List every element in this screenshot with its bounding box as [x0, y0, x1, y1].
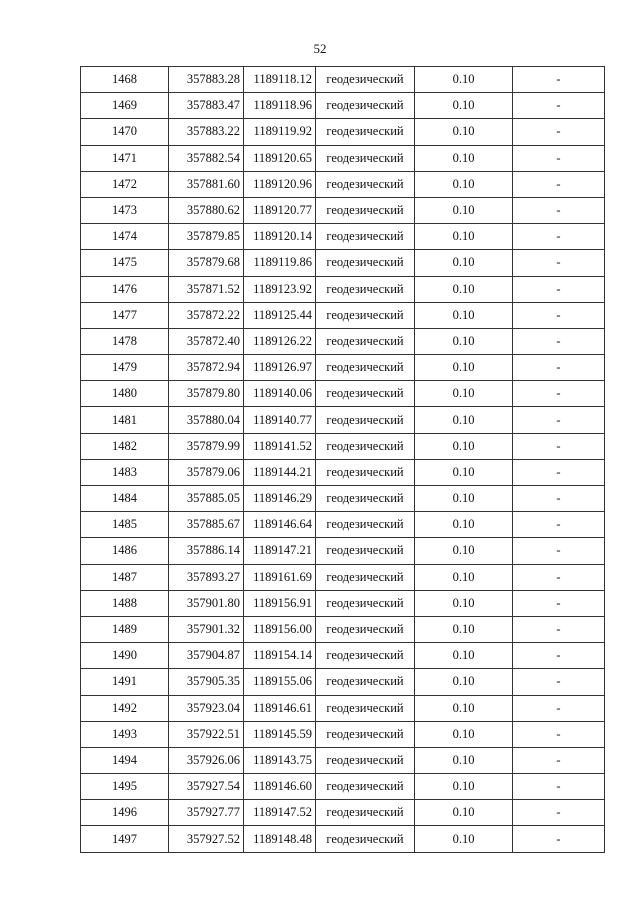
note-cell: - — [513, 250, 605, 276]
x-coordinate-cell: 357881.60 — [169, 171, 244, 197]
x-coordinate-cell: 357872.94 — [169, 355, 244, 381]
y-coordinate-cell: 1189143.75 — [244, 747, 316, 773]
x-coordinate-cell: 357872.40 — [169, 328, 244, 354]
note-cell: - — [513, 197, 605, 223]
table-row — [81, 512, 605, 538]
table-row — [81, 721, 605, 747]
x-coordinate-cell: 357883.28 — [169, 67, 244, 93]
note-cell: - — [513, 433, 605, 459]
point-number-cell: 1493 — [81, 721, 169, 747]
note-cell: - — [513, 512, 605, 538]
x-coordinate-cell: 357886.14 — [169, 538, 244, 564]
point-number-cell: 1487 — [81, 564, 169, 590]
point-number-cell: 1495 — [81, 774, 169, 800]
x-coordinate-cell: 357923.04 — [169, 695, 244, 721]
y-coordinate-cell: 1189146.29 — [244, 486, 316, 512]
x-coordinate-cell: 357893.27 — [169, 564, 244, 590]
method-cell: геодезический — [316, 224, 415, 250]
y-coordinate-cell: 1189147.52 — [244, 800, 316, 826]
y-coordinate-cell: 1189144.21 — [244, 459, 316, 485]
point-number-cell: 1469 — [81, 93, 169, 119]
table-row — [81, 250, 605, 276]
method-cell: геодезический — [316, 695, 415, 721]
table-row — [81, 145, 605, 171]
accuracy-cell: 0.10 — [415, 590, 513, 616]
note-cell: - — [513, 826, 605, 852]
note-cell: - — [513, 171, 605, 197]
method-cell: геодезический — [316, 512, 415, 538]
table-row — [81, 433, 605, 459]
note-cell: - — [513, 328, 605, 354]
x-coordinate-cell: 357927.52 — [169, 826, 244, 852]
table-row — [81, 224, 605, 250]
x-coordinate-cell: 357901.80 — [169, 590, 244, 616]
table-row — [81, 459, 605, 485]
note-cell: - — [513, 721, 605, 747]
accuracy-cell: 0.10 — [415, 512, 513, 538]
page-number: 52 — [313, 41, 327, 56]
method-cell: геодезический — [316, 747, 415, 773]
note-cell: - — [513, 145, 605, 171]
method-cell: геодезический — [316, 669, 415, 695]
y-coordinate-cell: 1189120.14 — [244, 224, 316, 250]
note-cell: - — [513, 224, 605, 250]
note-cell: - — [513, 276, 605, 302]
method-cell: геодезический — [316, 826, 415, 852]
x-coordinate-cell: 357872.22 — [169, 302, 244, 328]
accuracy-cell: 0.10 — [415, 197, 513, 223]
table-row — [81, 171, 605, 197]
point-number-cell: 1491 — [81, 669, 169, 695]
table-row — [81, 407, 605, 433]
y-coordinate-cell: 1189146.61 — [244, 695, 316, 721]
y-coordinate-cell: 1189140.77 — [244, 407, 316, 433]
accuracy-cell: 0.10 — [415, 276, 513, 302]
accuracy-cell: 0.10 — [415, 93, 513, 119]
accuracy-cell: 0.10 — [415, 381, 513, 407]
point-number-cell: 1489 — [81, 616, 169, 642]
y-coordinate-cell: 1189120.77 — [244, 197, 316, 223]
table-row — [81, 616, 605, 642]
point-number-cell: 1484 — [81, 486, 169, 512]
y-coordinate-cell: 1189147.21 — [244, 538, 316, 564]
point-number-cell: 1485 — [81, 512, 169, 538]
note-cell: - — [513, 302, 605, 328]
y-coordinate-cell: 1189155.06 — [244, 669, 316, 695]
point-number-cell: 1480 — [81, 381, 169, 407]
method-cell: геодезический — [316, 119, 415, 145]
note-cell: - — [513, 93, 605, 119]
accuracy-cell: 0.10 — [415, 616, 513, 642]
y-coordinate-cell: 1189126.22 — [244, 328, 316, 354]
accuracy-cell: 0.10 — [415, 695, 513, 721]
x-coordinate-cell: 357880.62 — [169, 197, 244, 223]
accuracy-cell: 0.10 — [415, 433, 513, 459]
method-cell: геодезический — [316, 407, 415, 433]
note-cell: - — [513, 538, 605, 564]
point-number-cell: 1475 — [81, 250, 169, 276]
method-cell: геодезический — [316, 171, 415, 197]
method-cell: геодезический — [316, 486, 415, 512]
x-coordinate-cell: 357927.77 — [169, 800, 244, 826]
y-coordinate-cell: 1189156.00 — [244, 616, 316, 642]
method-cell: геодезический — [316, 355, 415, 381]
table-row — [81, 747, 605, 773]
method-cell: геодезический — [316, 590, 415, 616]
accuracy-cell: 0.10 — [415, 224, 513, 250]
x-coordinate-cell: 357904.87 — [169, 643, 244, 669]
x-coordinate-cell: 357879.06 — [169, 459, 244, 485]
note-cell: - — [513, 669, 605, 695]
point-number-cell: 1468 — [81, 67, 169, 93]
note-cell: - — [513, 119, 605, 145]
method-cell: геодезический — [316, 433, 415, 459]
note-cell: - — [513, 486, 605, 512]
point-number-cell: 1479 — [81, 355, 169, 381]
x-coordinate-cell: 357879.85 — [169, 224, 244, 250]
note-cell: - — [513, 774, 605, 800]
accuracy-cell: 0.10 — [415, 747, 513, 773]
note-cell: - — [513, 407, 605, 433]
x-coordinate-cell: 357879.80 — [169, 381, 244, 407]
table-row — [81, 800, 605, 826]
x-coordinate-cell: 357885.67 — [169, 512, 244, 538]
point-number-cell: 1482 — [81, 433, 169, 459]
note-cell: - — [513, 459, 605, 485]
method-cell: геодезический — [316, 643, 415, 669]
point-number-cell: 1492 — [81, 695, 169, 721]
coordinates-table-body — [81, 67, 605, 853]
method-cell: геодезический — [316, 774, 415, 800]
method-cell: геодезический — [316, 616, 415, 642]
point-number-cell: 1471 — [81, 145, 169, 171]
y-coordinate-cell: 1189119.86 — [244, 250, 316, 276]
table-row — [81, 197, 605, 223]
method-cell: геодезический — [316, 67, 415, 93]
table-row — [81, 564, 605, 590]
y-coordinate-cell: 1189145.59 — [244, 721, 316, 747]
accuracy-cell: 0.10 — [415, 171, 513, 197]
accuracy-cell: 0.10 — [415, 643, 513, 669]
method-cell: геодезический — [316, 328, 415, 354]
note-cell: - — [513, 590, 605, 616]
table-row — [81, 774, 605, 800]
accuracy-cell: 0.10 — [415, 538, 513, 564]
y-coordinate-cell: 1189146.64 — [244, 512, 316, 538]
y-coordinate-cell: 1189118.96 — [244, 93, 316, 119]
x-coordinate-cell: 357883.22 — [169, 119, 244, 145]
note-cell: - — [513, 67, 605, 93]
point-number-cell: 1477 — [81, 302, 169, 328]
table-row — [81, 538, 605, 564]
point-number-cell: 1496 — [81, 800, 169, 826]
accuracy-cell: 0.10 — [415, 826, 513, 852]
table-row — [81, 669, 605, 695]
y-coordinate-cell: 1189161.69 — [244, 564, 316, 590]
note-cell: - — [513, 695, 605, 721]
point-number-cell: 1497 — [81, 826, 169, 852]
method-cell: геодезический — [316, 145, 415, 171]
method-cell: геодезический — [316, 250, 415, 276]
method-cell: геодезический — [316, 538, 415, 564]
accuracy-cell: 0.10 — [415, 119, 513, 145]
accuracy-cell: 0.10 — [415, 407, 513, 433]
point-number-cell: 1488 — [81, 590, 169, 616]
table-row — [81, 486, 605, 512]
point-number-cell: 1473 — [81, 197, 169, 223]
accuracy-cell: 0.10 — [415, 486, 513, 512]
y-coordinate-cell: 1189120.65 — [244, 145, 316, 171]
method-cell: геодезический — [316, 93, 415, 119]
y-coordinate-cell: 1189123.92 — [244, 276, 316, 302]
method-cell: геодезический — [316, 721, 415, 747]
x-coordinate-cell: 357927.54 — [169, 774, 244, 800]
y-coordinate-cell: 1189141.52 — [244, 433, 316, 459]
y-coordinate-cell: 1189146.60 — [244, 774, 316, 800]
table-row — [81, 381, 605, 407]
y-coordinate-cell: 1189118.12 — [244, 67, 316, 93]
y-coordinate-cell: 1189148.48 — [244, 826, 316, 852]
table-row — [81, 328, 605, 354]
table-row — [81, 276, 605, 302]
accuracy-cell: 0.10 — [415, 459, 513, 485]
method-cell: геодезический — [316, 276, 415, 302]
note-cell: - — [513, 564, 605, 590]
accuracy-cell: 0.10 — [415, 564, 513, 590]
x-coordinate-cell: 357883.47 — [169, 93, 244, 119]
note-cell: - — [513, 616, 605, 642]
x-coordinate-cell: 357871.52 — [169, 276, 244, 302]
coordinates-table — [80, 66, 605, 853]
accuracy-cell: 0.10 — [415, 250, 513, 276]
x-coordinate-cell: 357922.51 — [169, 721, 244, 747]
note-cell: - — [513, 800, 605, 826]
table-row — [81, 93, 605, 119]
method-cell: геодезический — [316, 302, 415, 328]
table-row — [81, 67, 605, 93]
y-coordinate-cell: 1189126.97 — [244, 355, 316, 381]
point-number-cell: 1486 — [81, 538, 169, 564]
note-cell: - — [513, 355, 605, 381]
accuracy-cell: 0.10 — [415, 302, 513, 328]
table-row — [81, 590, 605, 616]
method-cell: геодезический — [316, 459, 415, 485]
point-number-cell: 1481 — [81, 407, 169, 433]
y-coordinate-cell: 1189140.06 — [244, 381, 316, 407]
y-coordinate-cell: 1189119.92 — [244, 119, 316, 145]
note-cell: - — [513, 643, 605, 669]
point-number-cell: 1478 — [81, 328, 169, 354]
table-row — [81, 643, 605, 669]
accuracy-cell: 0.10 — [415, 800, 513, 826]
point-number-cell: 1483 — [81, 459, 169, 485]
method-cell: геодезический — [316, 197, 415, 223]
x-coordinate-cell: 357882.54 — [169, 145, 244, 171]
accuracy-cell: 0.10 — [415, 355, 513, 381]
accuracy-cell: 0.10 — [415, 669, 513, 695]
x-coordinate-cell: 357885.05 — [169, 486, 244, 512]
method-cell: геодезический — [316, 564, 415, 590]
y-coordinate-cell: 1189156.91 — [244, 590, 316, 616]
point-number-cell: 1472 — [81, 171, 169, 197]
x-coordinate-cell: 357880.04 — [169, 407, 244, 433]
x-coordinate-cell: 357879.68 — [169, 250, 244, 276]
point-number-cell: 1470 — [81, 119, 169, 145]
y-coordinate-cell: 1189120.96 — [244, 171, 316, 197]
y-coordinate-cell: 1189125.44 — [244, 302, 316, 328]
note-cell: - — [513, 747, 605, 773]
accuracy-cell: 0.10 — [415, 721, 513, 747]
point-number-cell: 1476 — [81, 276, 169, 302]
accuracy-cell: 0.10 — [415, 145, 513, 171]
table-row — [81, 826, 605, 852]
table-row — [81, 302, 605, 328]
accuracy-cell: 0.10 — [415, 774, 513, 800]
x-coordinate-cell: 357926.06 — [169, 747, 244, 773]
y-coordinate-cell: 1189154.14 — [244, 643, 316, 669]
point-number-cell: 1474 — [81, 224, 169, 250]
accuracy-cell: 0.10 — [415, 328, 513, 354]
point-number-cell: 1494 — [81, 747, 169, 773]
table-row — [81, 119, 605, 145]
table-row — [81, 355, 605, 381]
x-coordinate-cell: 357905.35 — [169, 669, 244, 695]
x-coordinate-cell: 357879.99 — [169, 433, 244, 459]
accuracy-cell: 0.10 — [415, 67, 513, 93]
point-number-cell: 1490 — [81, 643, 169, 669]
x-coordinate-cell: 357901.32 — [169, 616, 244, 642]
note-cell: - — [513, 381, 605, 407]
method-cell: геодезический — [316, 381, 415, 407]
method-cell: геодезический — [316, 800, 415, 826]
table-row — [81, 695, 605, 721]
